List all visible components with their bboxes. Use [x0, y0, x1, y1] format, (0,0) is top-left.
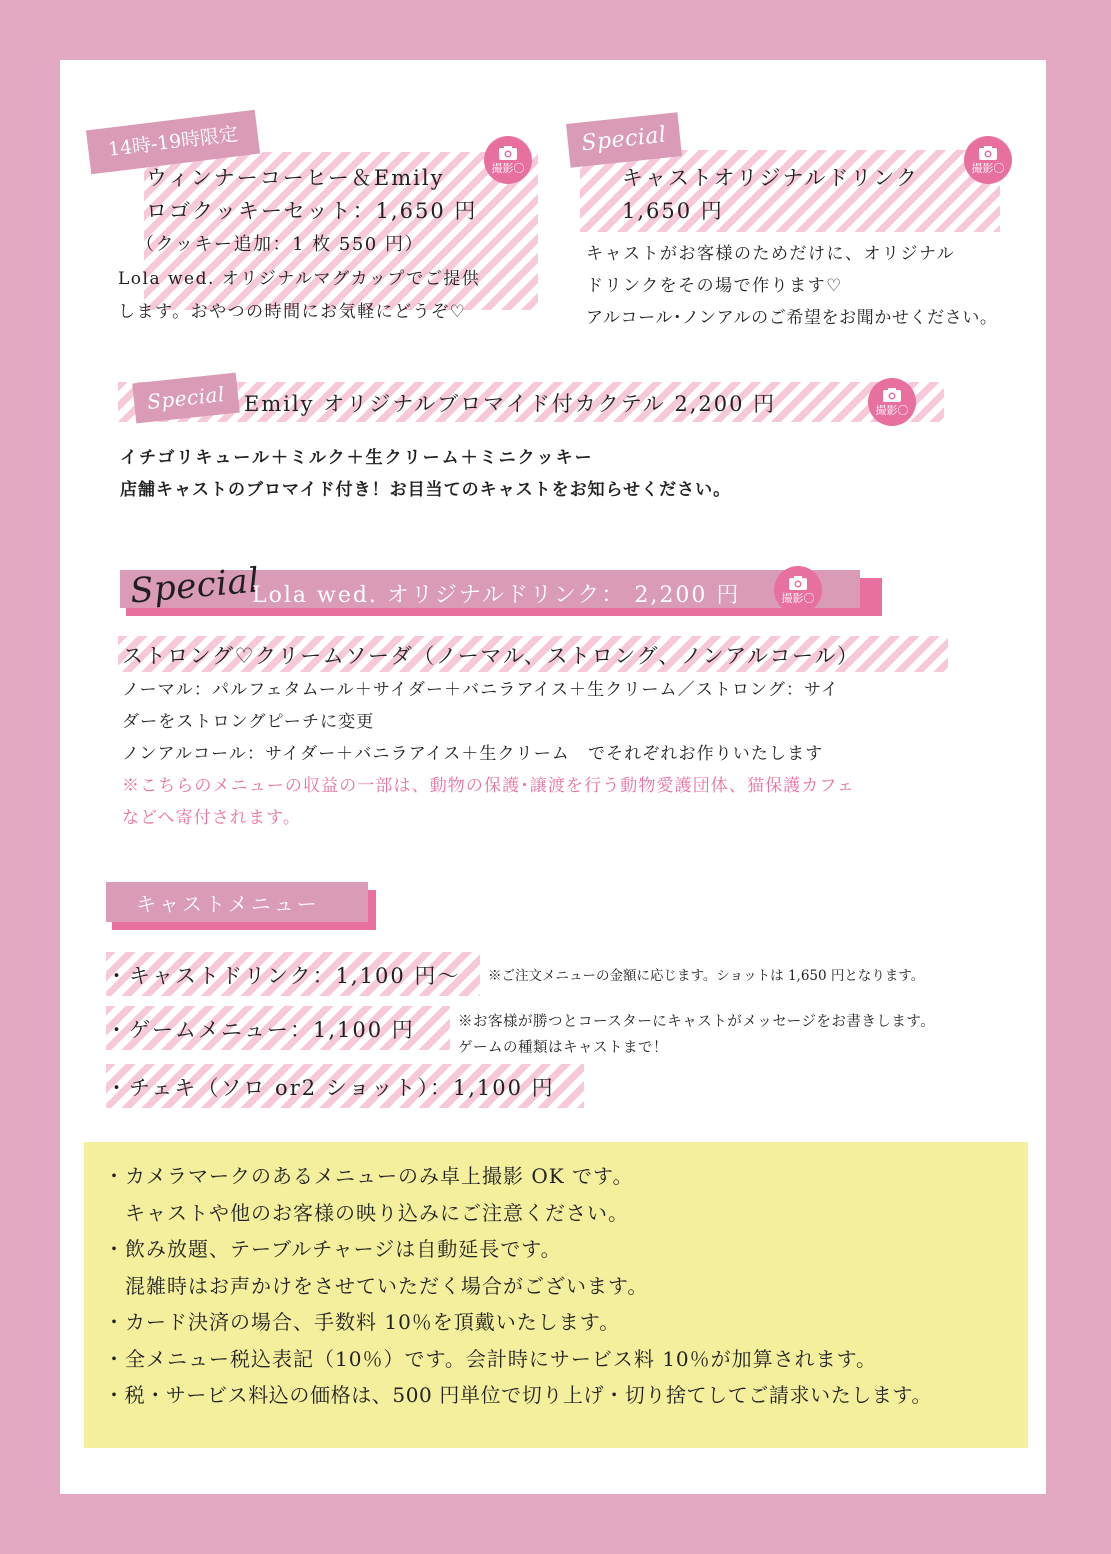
- camera-badge-item2: [964, 136, 1012, 184]
- item2-desc-line3: アルコール･ノンアルのご希望をお聞かせください。: [586, 308, 998, 328]
- item4-desc-line1: ノーマル：パルフェタムール＋サイダー＋バニラアイス＋生クリーム／ストロング：サイ: [122, 680, 840, 700]
- cast-menu-heading: キャストメニュー: [136, 892, 320, 916]
- notice-box: [84, 1142, 1028, 1448]
- camera-icon: [789, 576, 807, 590]
- item3-desc-line1: イチゴリキュール＋ミルク＋生クリーム＋ミニクッキー: [120, 448, 594, 468]
- item1-title-line2: ロゴクッキーセット：1,650 円: [146, 199, 478, 223]
- camera-badge-label: 撮影〇: [781, 592, 815, 605]
- item2-title-line2: 1,650 円: [622, 199, 724, 223]
- item2-desc-line1: キャストがお客様のためだけに、オリジナル: [586, 244, 956, 264]
- item4-desc-line2: ダーをストロングピーチに変更: [122, 712, 375, 732]
- item4-note-line1: ※こちらのメニューの収益の一部は、動物の保護･譲渡を行う動物愛護団体、猫保護カフェ: [122, 776, 855, 796]
- cast-item3-label: ・チェキ（ソロ or2 ショット）：1,100 円: [106, 1076, 555, 1100]
- item3-title: Emily オリジナルブロマイド付カクテル 2,200 円: [244, 392, 777, 416]
- item1-desc-line1: Lola wed. オリジナルマグカップでご提供: [118, 269, 481, 289]
- cast-item2-label: ・ゲームメニュー：1,100 円: [106, 1018, 415, 1042]
- cast-item2-note2: ゲームの種類はキャストまで！: [458, 1040, 668, 1056]
- item4-special-script: Special: [128, 560, 262, 612]
- item2-desc-line2: ドリンクをその場で作ります♡: [586, 276, 843, 296]
- item4-note-line2: などへ寄付されます。: [122, 808, 301, 828]
- notice-line: ・税・サービス料込の価格は、500 円単位で切り上げ・切り捨てしてご請求いたします。: [104, 1383, 933, 1407]
- camera-badge-label: 撮影〇: [971, 162, 1005, 175]
- notice-line: ・カメラマークのあるメニューのみ卓上撮影 OK です。: [104, 1164, 634, 1188]
- camera-badge-item3: [868, 378, 916, 426]
- camera-icon: [883, 388, 901, 402]
- cast-item1-label: ・キャストドリンク：1,100 円〜: [106, 964, 461, 988]
- item4-title: ストロング♡クリームソーダ（ノーマル、ストロング、ノンアルコール）: [122, 644, 860, 668]
- item3-desc-line2: 店舗キャストのブロマイド付き！お目当てのキャストをお知らせください。: [120, 480, 732, 500]
- camera-badge-label: 撮影〇: [491, 162, 525, 175]
- camera-icon: [499, 146, 517, 160]
- camera-badge-item1: [484, 136, 532, 184]
- cast-item1-note: ※ご注文メニューの金額に応じます。ショットは 1,650 円となります。: [488, 968, 925, 984]
- item1-desc-line2: します。おやつの時間にお気軽にどうぞ♡: [118, 302, 467, 322]
- item1-title-line1: ウィンナーコーヒー＆Emily: [146, 166, 445, 190]
- camera-icon: [979, 146, 997, 160]
- notice-line: ・飲み放題、テーブルチャージは自動延長です。: [104, 1237, 562, 1261]
- notice-line: キャストや他のお客様の映り込みにご注意ください。: [104, 1200, 629, 1225]
- item2-title-line1: キャストオリジナルドリンク: [622, 166, 919, 190]
- notice-line: ・全メニュー税込表記（10％）です。会計時にサービス料 10％が加算されます。: [104, 1346, 878, 1371]
- item4-header-text: Lola wed. オリジナルドリンク： 2,200 円: [252, 583, 741, 608]
- notice-line: 混雑時はお声かけをさせていただく場合がございます。: [104, 1273, 649, 1298]
- item3-tag-label: Special: [146, 382, 226, 414]
- notice-line: ・カード決済の場合、手数料 10％を頂戴いたします。: [104, 1310, 621, 1334]
- item4-desc-line3: ノンアルコール：サイダー＋バニラアイス＋生クリーム でそれぞれお作りいたします: [122, 744, 824, 764]
- cast-item2-note1: ※お客様が勝つとコースターにキャストがメッセージをお書きします。: [458, 1014, 936, 1030]
- menu-sheet: [60, 60, 1046, 1494]
- camera-badge-item4: [774, 566, 822, 614]
- item1-tag-label: 14時-19時限定: [106, 123, 240, 161]
- item2-tag-label: Special: [580, 122, 668, 157]
- camera-badge-label: 撮影〇: [875, 404, 909, 417]
- item1-sub-note: （クッキー追加：1 枚 550 円）: [136, 234, 424, 255]
